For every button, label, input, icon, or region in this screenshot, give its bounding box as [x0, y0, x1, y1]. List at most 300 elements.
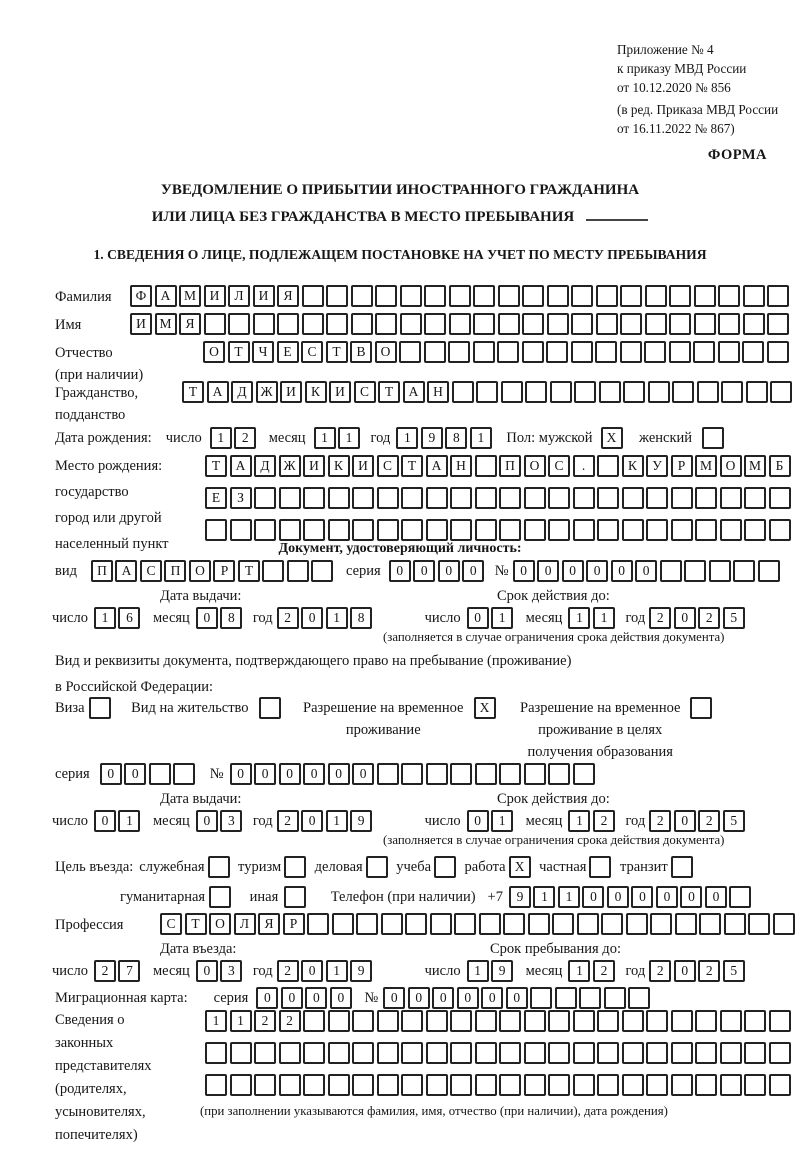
migration-number-box[interactable]: [555, 987, 577, 1009]
citizenship-char-box[interactable]: [452, 381, 474, 403]
doc-issue-month-box[interactable]: 8: [220, 607, 242, 629]
phone-digit-box[interactable]: 0: [582, 886, 604, 908]
surname-char-box[interactable]: [620, 285, 642, 307]
birth-place-char-box[interactable]: [205, 519, 227, 541]
representative-char-box[interactable]: [695, 1042, 717, 1064]
birth-place-char-box[interactable]: [328, 487, 350, 509]
purpose-study-box[interactable]: [434, 856, 456, 878]
profession-char-box[interactable]: [650, 913, 672, 935]
birth-place-char-box[interactable]: [303, 487, 325, 509]
representative-char-box[interactable]: [450, 1042, 472, 1064]
representative-char-box[interactable]: [769, 1042, 791, 1064]
birth-place-char-box[interactable]: [671, 519, 693, 541]
entry-day-box[interactable]: 7: [118, 960, 140, 982]
representative-char-box[interactable]: [401, 1042, 423, 1064]
surname-char-box[interactable]: [596, 285, 618, 307]
profession-char-box[interactable]: Я: [258, 913, 280, 935]
representative-char-box[interactable]: [352, 1010, 374, 1032]
birth-place-char-box[interactable]: А: [426, 455, 448, 477]
migration-number-box[interactable]: [530, 987, 552, 1009]
stay-number-box[interactable]: [499, 763, 521, 785]
until-month-box[interactable]: 1: [568, 960, 590, 982]
doc-kind-char-box[interactable]: [287, 560, 309, 582]
doc-expiry-month-box[interactable]: 1: [593, 607, 615, 629]
citizenship-char-box[interactable]: И: [329, 381, 351, 403]
representative-char-box[interactable]: [254, 1042, 276, 1064]
surname-char-box[interactable]: [645, 285, 667, 307]
profession-char-box[interactable]: [454, 913, 476, 935]
birth-place-char-box[interactable]: [352, 487, 374, 509]
birth-place-char-box[interactable]: О: [720, 455, 742, 477]
representative-char-box[interactable]: [475, 1010, 497, 1032]
profession-char-box[interactable]: С: [160, 913, 182, 935]
given-name-char-box[interactable]: [253, 313, 275, 335]
until-year-box[interactable]: 5: [723, 960, 745, 982]
entry-year-box[interactable]: 2: [277, 960, 299, 982]
given-name-char-box[interactable]: [326, 313, 348, 335]
until-year-box[interactable]: 2: [698, 960, 720, 982]
profession-char-box[interactable]: [307, 913, 329, 935]
given-name-char-box[interactable]: [375, 313, 397, 335]
surname-char-box[interactable]: [669, 285, 691, 307]
migration-number-box[interactable]: 0: [432, 987, 454, 1009]
doc-expiry-day-box[interactable]: 1: [491, 607, 513, 629]
citizenship-char-box[interactable]: [476, 381, 498, 403]
representative-char-box[interactable]: 2: [279, 1010, 301, 1032]
doc-series-box[interactable]: 0: [389, 560, 411, 582]
representative-char-box[interactable]: [622, 1042, 644, 1064]
birth-place-char-box[interactable]: [573, 519, 595, 541]
profession-char-box[interactable]: [626, 913, 648, 935]
representative-char-box[interactable]: [524, 1010, 546, 1032]
representative-char-box[interactable]: [573, 1010, 595, 1032]
stay-issue-month-box[interactable]: 3: [220, 810, 242, 832]
profession-char-box[interactable]: [724, 913, 746, 935]
stay-issue-year-box[interactable]: 2: [277, 810, 299, 832]
birth-place-char-box[interactable]: [352, 519, 374, 541]
surname-char-box[interactable]: [326, 285, 348, 307]
temp-permit-box[interactable]: X: [474, 697, 496, 719]
profession-char-box[interactable]: [552, 913, 574, 935]
profession-char-box[interactable]: [479, 913, 501, 935]
representative-char-box[interactable]: [426, 1074, 448, 1096]
representative-char-box[interactable]: [597, 1074, 619, 1096]
patronymic-char-box[interactable]: [644, 341, 666, 363]
birth-place-char-box[interactable]: [597, 519, 619, 541]
representative-char-box[interactable]: [303, 1074, 325, 1096]
given-name-char-box[interactable]: [228, 313, 250, 335]
doc-kind-char-box[interactable]: Т: [238, 560, 260, 582]
doc-number-box[interactable]: [733, 560, 755, 582]
patronymic-char-box[interactable]: С: [301, 341, 323, 363]
doc-expiry-day-box[interactable]: 0: [467, 607, 489, 629]
citizenship-char-box[interactable]: [525, 381, 547, 403]
representative-char-box[interactable]: [377, 1010, 399, 1032]
stay-series-box[interactable]: 0: [100, 763, 122, 785]
until-day-box[interactable]: 9: [491, 960, 513, 982]
given-name-char-box[interactable]: [204, 313, 226, 335]
doc-number-box[interactable]: 0: [562, 560, 584, 582]
surname-char-box[interactable]: Я: [277, 285, 299, 307]
sex-female-box[interactable]: [702, 427, 724, 449]
representative-char-box[interactable]: [671, 1042, 693, 1064]
birth-place-char-box[interactable]: [426, 519, 448, 541]
entry-month-box[interactable]: 0: [196, 960, 218, 982]
patronymic-char-box[interactable]: [399, 341, 421, 363]
edu-permit-box[interactable]: [690, 697, 712, 719]
representative-char-box[interactable]: [352, 1042, 374, 1064]
representative-char-box[interactable]: [744, 1010, 766, 1032]
representative-char-box[interactable]: [401, 1010, 423, 1032]
representative-char-box[interactable]: [450, 1074, 472, 1096]
purpose-other-box[interactable]: [284, 886, 306, 908]
stay-issue-day-box[interactable]: 1: [118, 810, 140, 832]
stay-number-box[interactable]: [426, 763, 448, 785]
birth-place-char-box[interactable]: [695, 487, 717, 509]
citizenship-char-box[interactable]: [623, 381, 645, 403]
given-name-char-box[interactable]: [351, 313, 373, 335]
given-name-char-box[interactable]: М: [155, 313, 177, 335]
doc-expiry-year-box[interactable]: 0: [674, 607, 696, 629]
doc-kind-char-box[interactable]: П: [91, 560, 113, 582]
until-day-box[interactable]: 1: [467, 960, 489, 982]
purpose-humanitarian-box[interactable]: [209, 886, 231, 908]
birth-place-char-box[interactable]: [720, 487, 742, 509]
doc-issue-day-box[interactable]: 6: [118, 607, 140, 629]
patronymic-char-box[interactable]: Е: [277, 341, 299, 363]
representative-char-box[interactable]: [720, 1074, 742, 1096]
birth-place-char-box[interactable]: [671, 487, 693, 509]
birth-place-char-box[interactable]: [401, 519, 423, 541]
birth-place-char-box[interactable]: П: [499, 455, 521, 477]
stay-expiry-month-box[interactable]: 1: [568, 810, 590, 832]
given-name-char-box[interactable]: [743, 313, 765, 335]
representative-char-box[interactable]: [671, 1074, 693, 1096]
given-name-char-box[interactable]: [547, 313, 569, 335]
birth-place-char-box[interactable]: [573, 487, 595, 509]
patronymic-char-box[interactable]: [497, 341, 519, 363]
representative-char-box[interactable]: [622, 1010, 644, 1032]
surname-char-box[interactable]: [400, 285, 422, 307]
representative-char-box[interactable]: [279, 1074, 301, 1096]
citizenship-char-box[interactable]: [599, 381, 621, 403]
representative-char-box[interactable]: [622, 1074, 644, 1096]
citizenship-char-box[interactable]: [697, 381, 719, 403]
representative-char-box[interactable]: [352, 1074, 374, 1096]
stay-series-box[interactable]: [149, 763, 171, 785]
birth-place-char-box[interactable]: А: [230, 455, 252, 477]
stay-number-box[interactable]: [377, 763, 399, 785]
purpose-work-box[interactable]: X: [509, 856, 531, 878]
entry-day-box[interactable]: 2: [94, 960, 116, 982]
entry-year-box[interactable]: 0: [301, 960, 323, 982]
citizenship-char-box[interactable]: [770, 381, 792, 403]
birth-place-char-box[interactable]: К: [328, 455, 350, 477]
birth-place-char-box[interactable]: [450, 487, 472, 509]
given-name-char-box[interactable]: [400, 313, 422, 335]
birth-place-char-box[interactable]: О: [524, 455, 546, 477]
phone-digit-box[interactable]: 1: [533, 886, 555, 908]
representative-char-box[interactable]: [548, 1010, 570, 1032]
migration-number-box[interactable]: 0: [481, 987, 503, 1009]
doc-series-box[interactable]: 0: [438, 560, 460, 582]
given-name-char-box[interactable]: [694, 313, 716, 335]
birth-place-char-box[interactable]: У: [646, 455, 668, 477]
birth-place-char-box[interactable]: Р: [671, 455, 693, 477]
profession-char-box[interactable]: [405, 913, 427, 935]
citizenship-char-box[interactable]: Д: [231, 381, 253, 403]
birth-place-char-box[interactable]: К: [622, 455, 644, 477]
until-year-box[interactable]: 0: [674, 960, 696, 982]
profession-char-box[interactable]: [577, 913, 599, 935]
given-name-char-box[interactable]: [596, 313, 618, 335]
citizenship-char-box[interactable]: И: [280, 381, 302, 403]
phone-digit-box[interactable]: 0: [607, 886, 629, 908]
birth-place-char-box[interactable]: [377, 519, 399, 541]
birth-place-char-box[interactable]: И: [303, 455, 325, 477]
citizenship-char-box[interactable]: А: [207, 381, 229, 403]
doc-expiry-year-box[interactable]: 5: [723, 607, 745, 629]
representative-char-box[interactable]: 1: [205, 1010, 227, 1032]
patronymic-char-box[interactable]: [718, 341, 740, 363]
representative-char-box[interactable]: [524, 1042, 546, 1064]
representative-char-box[interactable]: [450, 1010, 472, 1032]
doc-number-box[interactable]: [758, 560, 780, 582]
doc-kind-char-box[interactable]: П: [164, 560, 186, 582]
visa-box[interactable]: [89, 697, 111, 719]
birth-place-char-box[interactable]: [622, 519, 644, 541]
migration-number-box[interactable]: [628, 987, 650, 1009]
profession-char-box[interactable]: [381, 913, 403, 935]
doc-issue-day-box[interactable]: 1: [94, 607, 116, 629]
birth-place-char-box[interactable]: [475, 519, 497, 541]
until-year-box[interactable]: 2: [649, 960, 671, 982]
migration-number-box[interactable]: 0: [457, 987, 479, 1009]
citizenship-char-box[interactable]: [574, 381, 596, 403]
doc-kind-char-box[interactable]: Р: [213, 560, 235, 582]
doc-kind-char-box[interactable]: О: [189, 560, 211, 582]
doc-kind-char-box[interactable]: [262, 560, 284, 582]
birth-place-char-box[interactable]: Т: [401, 455, 423, 477]
doc-expiry-year-box[interactable]: 2: [698, 607, 720, 629]
purpose-transit-box[interactable]: [671, 856, 693, 878]
given-name-char-box[interactable]: [424, 313, 446, 335]
stay-number-box[interactable]: [401, 763, 423, 785]
birth-month-box[interactable]: 1: [314, 427, 336, 449]
birth-place-char-box[interactable]: Т: [205, 455, 227, 477]
birth-year-box[interactable]: 1: [470, 427, 492, 449]
birth-place-char-box[interactable]: [279, 487, 301, 509]
stay-number-box[interactable]: [450, 763, 472, 785]
representative-char-box[interactable]: [230, 1074, 252, 1096]
representative-char-box[interactable]: [646, 1010, 668, 1032]
representative-char-box[interactable]: [499, 1010, 521, 1032]
citizenship-char-box[interactable]: Т: [378, 381, 400, 403]
migration-series-box[interactable]: 0: [281, 987, 303, 1009]
stay-number-box[interactable]: [548, 763, 570, 785]
citizenship-char-box[interactable]: [550, 381, 572, 403]
surname-char-box[interactable]: [424, 285, 446, 307]
representative-char-box[interactable]: [401, 1074, 423, 1096]
doc-series-box[interactable]: 0: [462, 560, 484, 582]
profession-char-box[interactable]: [503, 913, 525, 935]
purpose-official-box[interactable]: [208, 856, 230, 878]
surname-char-box[interactable]: [547, 285, 569, 307]
doc-number-box[interactable]: [709, 560, 731, 582]
profession-char-box[interactable]: Р: [283, 913, 305, 935]
birth-place-char-box[interactable]: Д: [254, 455, 276, 477]
representative-char-box[interactable]: [205, 1074, 227, 1096]
birth-place-char-box[interactable]: [769, 487, 791, 509]
profession-char-box[interactable]: [528, 913, 550, 935]
stay-number-box[interactable]: 0: [352, 763, 374, 785]
birth-place-char-box[interactable]: [524, 519, 546, 541]
purpose-business-box[interactable]: [366, 856, 388, 878]
birth-place-char-box[interactable]: И: [352, 455, 374, 477]
citizenship-char-box[interactable]: Н: [427, 381, 449, 403]
birth-place-char-box[interactable]: [377, 487, 399, 509]
doc-number-box[interactable]: 0: [635, 560, 657, 582]
birth-place-char-box[interactable]: [695, 519, 717, 541]
stay-series-box[interactable]: [173, 763, 195, 785]
representative-char-box[interactable]: [377, 1042, 399, 1064]
representative-char-box[interactable]: [328, 1010, 350, 1032]
stay-number-box[interactable]: 0: [254, 763, 276, 785]
profession-char-box[interactable]: [699, 913, 721, 935]
given-name-char-box[interactable]: [277, 313, 299, 335]
surname-char-box[interactable]: [694, 285, 716, 307]
profession-char-box[interactable]: [332, 913, 354, 935]
migration-series-box[interactable]: 0: [305, 987, 327, 1009]
representative-char-box[interactable]: [524, 1074, 546, 1096]
representative-char-box[interactable]: [499, 1042, 521, 1064]
birth-place-char-box[interactable]: С: [377, 455, 399, 477]
doc-series-box[interactable]: 0: [413, 560, 435, 582]
patronymic-char-box[interactable]: [571, 341, 593, 363]
birth-place-char-box[interactable]: [450, 519, 472, 541]
residence-permit-box[interactable]: [259, 697, 281, 719]
surname-char-box[interactable]: [718, 285, 740, 307]
birth-place-char-box[interactable]: [426, 487, 448, 509]
given-name-char-box[interactable]: [669, 313, 691, 335]
surname-char-box[interactable]: М: [179, 285, 201, 307]
surname-char-box[interactable]: Ф: [130, 285, 152, 307]
surname-char-box[interactable]: [375, 285, 397, 307]
representative-char-box[interactable]: [646, 1042, 668, 1064]
stay-expiry-year-box[interactable]: 5: [723, 810, 745, 832]
doc-issue-year-box[interactable]: 2: [277, 607, 299, 629]
representative-char-box[interactable]: [475, 1074, 497, 1096]
representative-char-box[interactable]: [303, 1010, 325, 1032]
birth-place-char-box[interactable]: .: [573, 455, 595, 477]
representative-char-box[interactable]: [720, 1010, 742, 1032]
stay-expiry-month-box[interactable]: 2: [593, 810, 615, 832]
profession-char-box[interactable]: [773, 913, 795, 935]
doc-kind-char-box[interactable]: С: [140, 560, 162, 582]
given-name-char-box[interactable]: И: [130, 313, 152, 335]
birth-place-char-box[interactable]: [646, 519, 668, 541]
birth-place-char-box[interactable]: [597, 487, 619, 509]
given-name-char-box[interactable]: [473, 313, 495, 335]
representative-char-box[interactable]: [328, 1074, 350, 1096]
stay-expiry-day-box[interactable]: 1: [491, 810, 513, 832]
representative-char-box[interactable]: 2: [254, 1010, 276, 1032]
entry-month-box[interactable]: 3: [220, 960, 242, 982]
phone-digit-box[interactable]: 9: [509, 886, 531, 908]
representative-char-box[interactable]: [646, 1074, 668, 1096]
patronymic-char-box[interactable]: [693, 341, 715, 363]
birth-day-box[interactable]: 1: [210, 427, 232, 449]
patronymic-char-box[interactable]: [595, 341, 617, 363]
profession-char-box[interactable]: [430, 913, 452, 935]
patronymic-char-box[interactable]: [767, 341, 789, 363]
birth-place-char-box[interactable]: [524, 487, 546, 509]
doc-number-box[interactable]: [684, 560, 706, 582]
profession-char-box[interactable]: Л: [234, 913, 256, 935]
phone-digit-box[interactable]: 0: [680, 886, 702, 908]
profession-char-box[interactable]: О: [209, 913, 231, 935]
phone-digit-box[interactable]: [729, 886, 751, 908]
birth-place-char-box[interactable]: [254, 519, 276, 541]
surname-char-box[interactable]: [351, 285, 373, 307]
representative-char-box[interactable]: [377, 1074, 399, 1096]
representative-char-box[interactable]: [597, 1042, 619, 1064]
doc-kind-char-box[interactable]: А: [115, 560, 137, 582]
birth-year-box[interactable]: 9: [421, 427, 443, 449]
representative-char-box[interactable]: [475, 1042, 497, 1064]
doc-expiry-year-box[interactable]: 2: [649, 607, 671, 629]
birth-month-box[interactable]: 1: [338, 427, 360, 449]
migration-series-box[interactable]: 0: [330, 987, 352, 1009]
doc-kind-char-box[interactable]: [311, 560, 333, 582]
birth-place-char-box[interactable]: [328, 519, 350, 541]
given-name-char-box[interactable]: [571, 313, 593, 335]
patronymic-char-box[interactable]: Т: [228, 341, 250, 363]
representative-char-box[interactable]: [548, 1074, 570, 1096]
birth-place-char-box[interactable]: [499, 519, 521, 541]
given-name-char-box[interactable]: [718, 313, 740, 335]
surname-char-box[interactable]: А: [155, 285, 177, 307]
stay-issue-year-box[interactable]: 0: [301, 810, 323, 832]
citizenship-char-box[interactable]: Т: [182, 381, 204, 403]
patronymic-char-box[interactable]: Ч: [252, 341, 274, 363]
surname-char-box[interactable]: [449, 285, 471, 307]
given-name-char-box[interactable]: [449, 313, 471, 335]
profession-char-box[interactable]: [675, 913, 697, 935]
given-name-char-box[interactable]: Я: [179, 313, 201, 335]
entry-year-box[interactable]: 1: [326, 960, 348, 982]
stay-expiry-year-box[interactable]: 2: [698, 810, 720, 832]
doc-issue-year-box[interactable]: 1: [326, 607, 348, 629]
doc-issue-year-box[interactable]: 8: [350, 607, 372, 629]
birth-place-char-box[interactable]: М: [695, 455, 717, 477]
representative-char-box[interactable]: [695, 1074, 717, 1096]
birth-place-char-box[interactable]: Ж: [279, 455, 301, 477]
birth-place-char-box[interactable]: Е: [205, 487, 227, 509]
migration-number-box[interactable]: 0: [408, 987, 430, 1009]
surname-char-box[interactable]: [302, 285, 324, 307]
stay-number-box[interactable]: 0: [230, 763, 252, 785]
representative-char-box[interactable]: [426, 1010, 448, 1032]
surname-char-box[interactable]: [522, 285, 544, 307]
birth-place-char-box[interactable]: [401, 487, 423, 509]
surname-char-box[interactable]: [767, 285, 789, 307]
birth-place-char-box[interactable]: [499, 487, 521, 509]
patronymic-char-box[interactable]: [546, 341, 568, 363]
birth-year-box[interactable]: 1: [396, 427, 418, 449]
stay-expiry-year-box[interactable]: 2: [649, 810, 671, 832]
doc-number-box[interactable]: 0: [611, 560, 633, 582]
